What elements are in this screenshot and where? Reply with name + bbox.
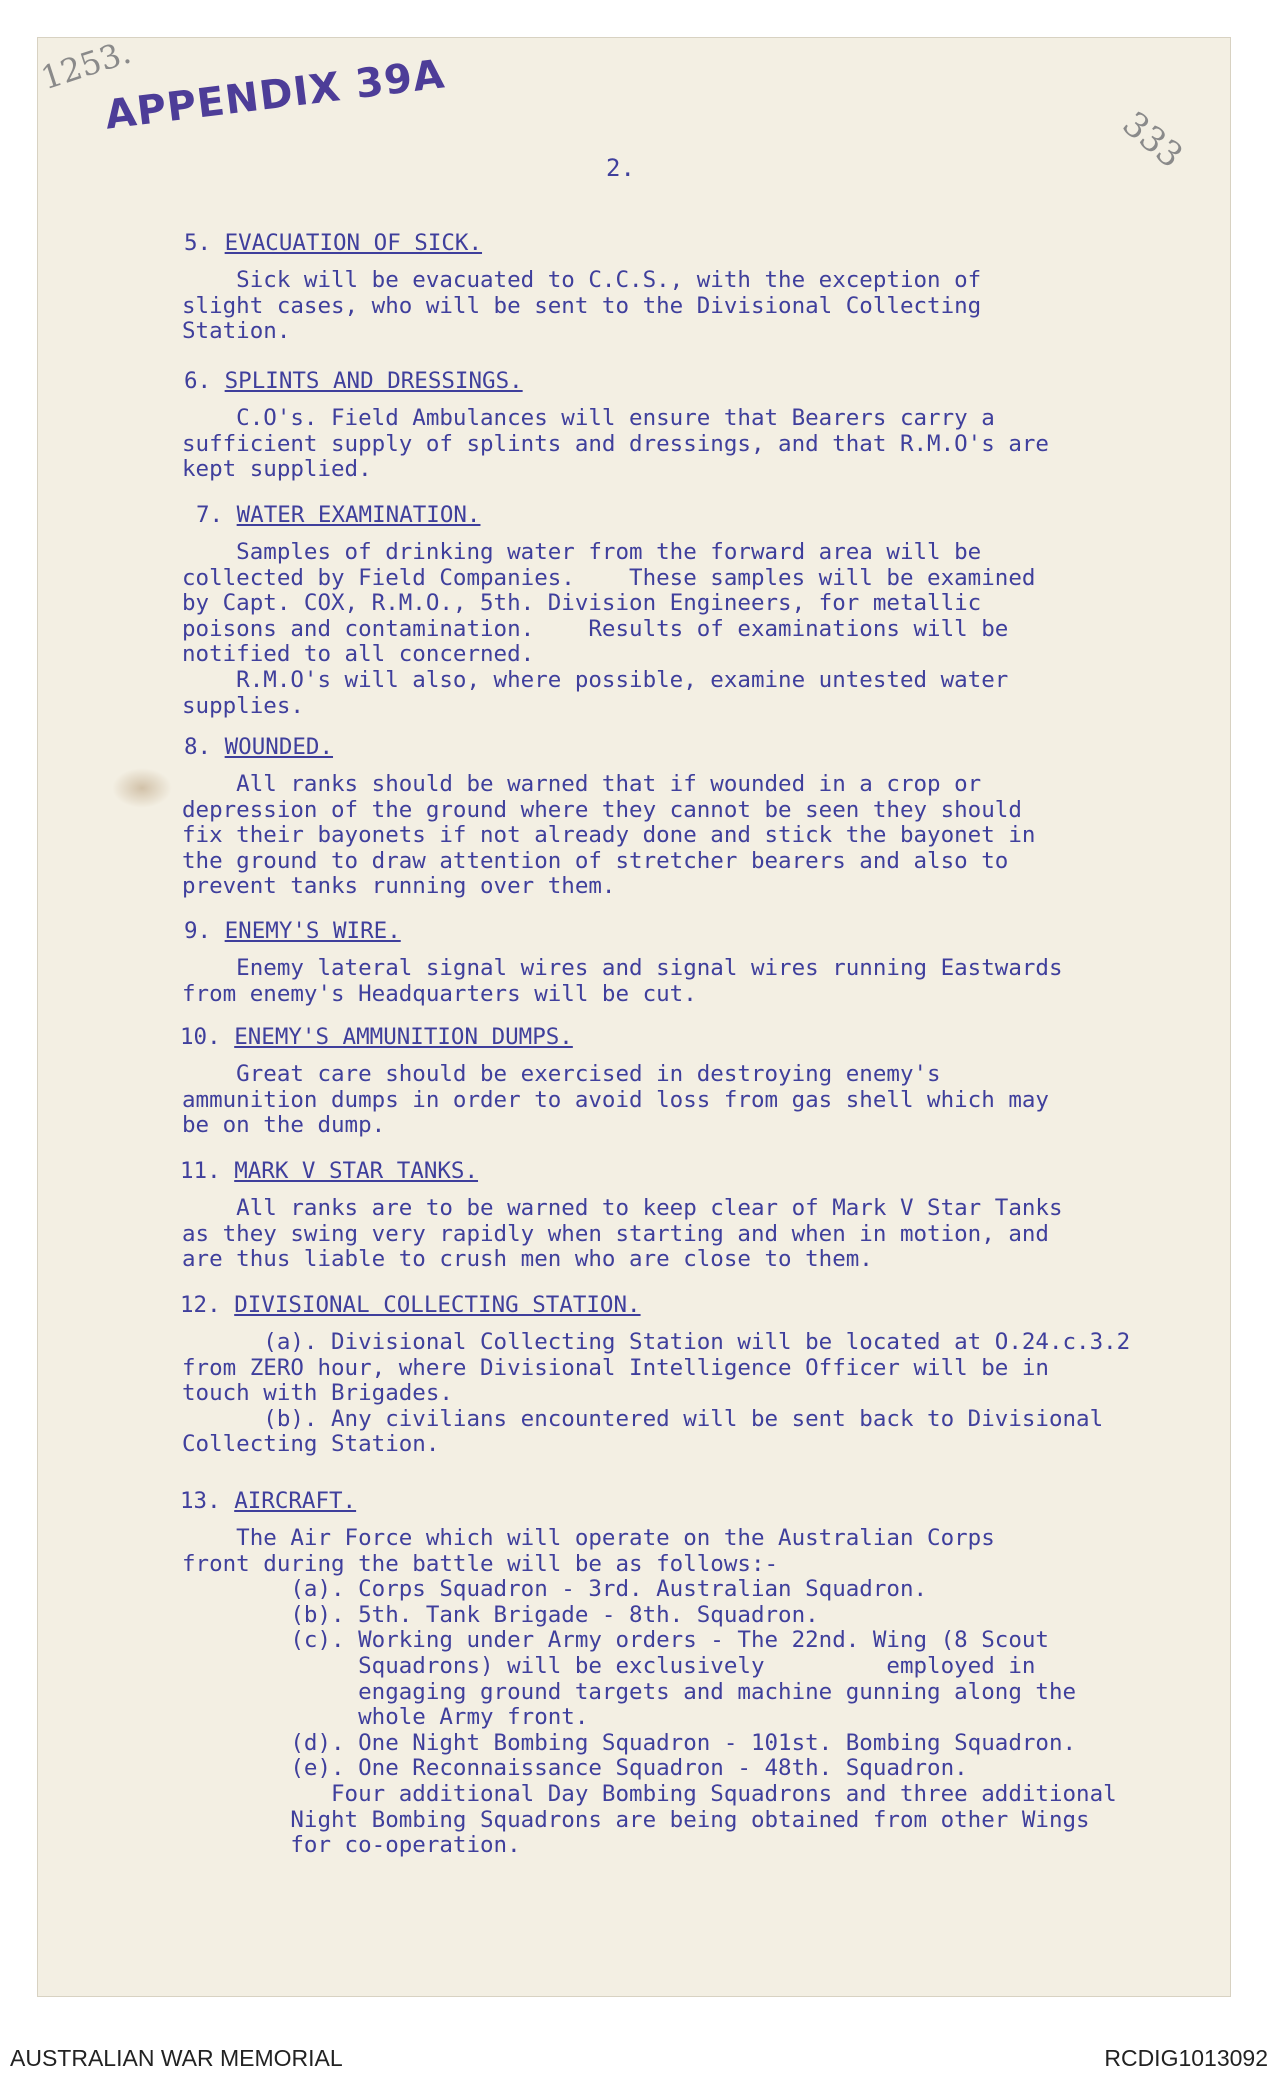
body-line: Samples of drinking water from the forward area will be: [182, 539, 982, 565]
body-line: All ranks are to be warned to keep clear of Mark V Star Tanks: [182, 1195, 1063, 1221]
body-line: front during the battle will be as follows:-: [182, 1550, 779, 1577]
body-line: (e). One Reconnaissance Squadron - 48th. Squadron.: [182, 1755, 968, 1782]
section-heading: [184, 368, 523, 394]
section-heading: [180, 1292, 641, 1318]
body-line: (d). One Night Bombing Squadron - 101st. Bombing Squadron.: [182, 1729, 1077, 1756]
section-title: WOUNDED.: [224, 734, 334, 760]
body-line: (b). Any civilians encountered will be sent back to Divisional: [182, 1405, 1104, 1432]
body-line: notified to all concerned.: [182, 641, 535, 668]
page-number: 2.: [606, 154, 635, 182]
section-number: 11.: [180, 1158, 221, 1184]
section-title: ENEMY'S WIRE.: [224, 918, 401, 944]
section-title: WATER EXAMINATION.: [236, 502, 481, 528]
body-line: Squadrons) will be exclusively employed in: [182, 1653, 1036, 1679]
section-title: AIRCRAFT.: [234, 1488, 357, 1514]
section-heading: [196, 502, 480, 528]
body-line: as they swing very rapidly when starting and when in motion, and: [182, 1220, 1049, 1247]
section-heading: [180, 1024, 573, 1050]
body-line: collected by Field Companies. These samples will be examined: [182, 564, 1036, 591]
section-number: 5.: [184, 230, 212, 256]
body-line: the ground to draw attention of stretcher bearers and also to: [182, 847, 1009, 874]
section-heading: [180, 1488, 356, 1514]
body-line: prevent tanks running over them.: [182, 873, 616, 900]
body-line: Collecting Station.: [182, 1431, 440, 1458]
section-number: 6.: [184, 368, 212, 394]
body-line: touch with Brigades.: [182, 1380, 453, 1407]
section-title: ENEMY'S AMMUNITION DUMPS.: [234, 1024, 573, 1050]
body-line: from ZERO hour, where Divisional Intelligence Officer will be in: [182, 1354, 1049, 1381]
body-line: fix their bayonets if not already done and stick the bayonet in: [182, 822, 1036, 849]
body-line: (c). Working under Army orders - The 22nd. Wing (8 Scout: [182, 1627, 1049, 1654]
section-number: 10.: [180, 1024, 221, 1050]
body-line: kept supplied.: [182, 456, 372, 483]
appendix-stamp: APPENDIX 39A: [102, 51, 448, 139]
body-line: C.O's. Field Ambulances will ensure that Bearers carry a: [182, 405, 995, 431]
body-line: ammunition dumps in order to avoid loss from gas shell which may: [182, 1086, 1049, 1113]
footer-source: AUSTRALIAN WAR MEMORIAL: [10, 2045, 343, 2071]
body-line: for co-operation.: [182, 1832, 521, 1859]
section-title: MARK V STAR TANKS.: [234, 1158, 479, 1184]
body-line: (a). Corps Squadron - 3rd. Australian Squadron.: [182, 1576, 928, 1603]
body-line: The Air Force which will operate on the Australian Corps: [182, 1525, 995, 1551]
body-line: slight cases, who will be sent to the Divisional Collecting: [182, 292, 982, 319]
body-line: Four additional Day Bombing Squadrons and three additional: [182, 1781, 1117, 1807]
body-line: Sick will be evacuated to C.C.S., with the exception of: [182, 267, 982, 293]
section-number: 8.: [184, 734, 212, 760]
section-title: DIVISIONAL COLLECTING STATION.: [234, 1292, 641, 1318]
pencil-folio: 333: [1114, 103, 1191, 177]
body-line: supplies.: [182, 692, 304, 719]
body-line: from enemy's Headquarters will be cut.: [182, 980, 697, 1007]
body-line: Station.: [182, 318, 291, 345]
body-line: Great care should be exercised in destroying enemy's: [182, 1061, 941, 1087]
section-heading: [184, 734, 333, 760]
section-number: 9.: [184, 918, 212, 944]
body-line: (a). Divisional Collecting Station will be located at O.24.c.3.2: [182, 1329, 1131, 1355]
body-line: whole Army front.: [182, 1704, 589, 1731]
section-heading: [184, 918, 401, 944]
footer-id: RCDIG1013092: [1104, 2045, 1268, 2071]
body-line: sufficient supply of splints and dressings, and that R.M.O's are: [182, 430, 1049, 457]
section-number: 12.: [180, 1292, 221, 1318]
body-line: poisons and contamination. Results of examinations will be: [182, 615, 1009, 642]
pencil-reference: 1253.: [36, 32, 136, 98]
body-line: Night Bombing Squadrons are being obtained from other Wings: [182, 1806, 1090, 1833]
section-number: 13.: [180, 1488, 221, 1514]
body-line: All ranks should be warned that if wounded in a crop or: [182, 771, 982, 797]
body-line: are thus liable to crush men who are close to them.: [182, 1246, 873, 1273]
paper-stain: [112, 768, 172, 808]
body-line: be on the dump.: [182, 1112, 386, 1139]
section-title: SPLINTS AND DRESSINGS.: [224, 368, 523, 394]
body-line: engaging ground targets and machine gunning along the: [182, 1678, 1077, 1705]
section-title: EVACUATION OF SICK.: [224, 230, 483, 256]
body-line: depression of the ground where they cannot be seen they should: [182, 796, 1022, 823]
body-line: (b). 5th. Tank Brigade - 8th. Squadron.: [182, 1601, 819, 1628]
section-heading: [180, 1158, 478, 1184]
body-line: R.M.O's will also, where possible, examine untested water: [182, 667, 1009, 693]
body-line: by Capt. COX, R.M.O., 5th. Division Engineers, for metallic: [182, 590, 982, 617]
body-line: Enemy lateral signal wires and signal wires running Eastwards: [182, 955, 1063, 981]
section-number: 7.: [196, 502, 224, 528]
section-heading: [184, 230, 482, 256]
